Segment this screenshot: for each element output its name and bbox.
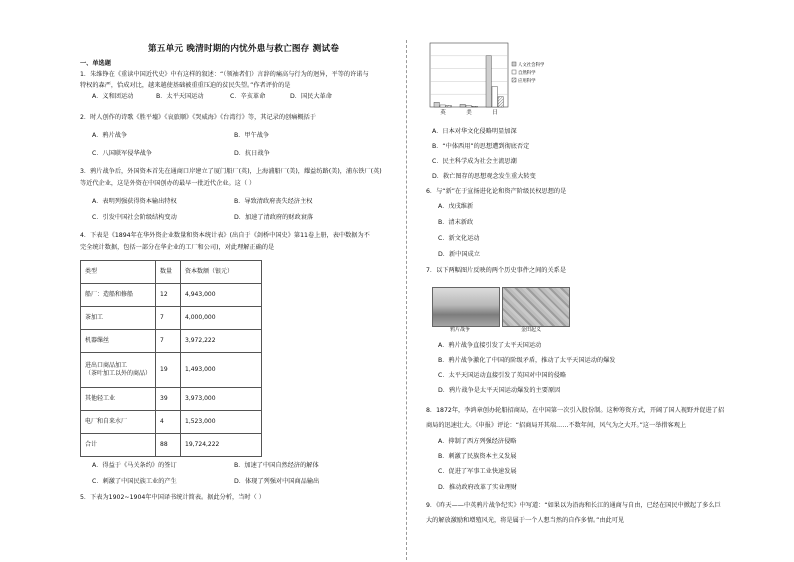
chart-bar [492,87,497,107]
header-capital: 资本数额（银元） [181,261,262,284]
chart-bar [486,56,491,107]
table-row [81,411,262,434]
q5-option-a: A．日本对华文化侵略明显加深 [432,128,517,135]
chart-bar [460,104,465,107]
jintian-uprising-picture [502,287,570,327]
q8-line2: 商局的迅速壮大。《申报》评论：“招商局开其端……不数年间，风气为之大开。”这一举措客观上 [426,422,687,429]
cell-capital: 19,724,222 [181,434,262,457]
q9-line2: 大的解放激励和增殖风光，将是属于一个人想当然的自作多情。”由此可见 [426,517,625,524]
caption-jintian-uprising: 金田起义 [521,327,542,333]
cell-capital: 4,943,000 [181,284,262,307]
cell-count: 7 [156,307,181,330]
cell-count: 7 [156,330,181,353]
table-header-row [81,261,262,284]
q6-option-b: B．清末新政 [438,219,474,226]
q1-option-d: D．国民大革命 [290,93,332,100]
chart-bar [498,97,503,107]
x-tick-label: 美 [466,110,472,116]
q7-option-a: A．鸦片战争直接引发了太平天国运动 [438,342,542,349]
table-row [81,388,262,411]
q4-option-d: D．体现了列强对中国商品输出 [234,478,320,485]
q8-option-c: C．促进了军事工业快速发展 [438,468,517,475]
q7-option-b: B．鸦片战争激化了中国的阶级矛盾，推动了太平天国运动的爆发 [438,357,616,364]
cell-type: 其他轻工业 [81,388,156,411]
q3-line1: 3．鸦片战争后，外国资本首先在通商口岸建立了厦门船厂(英)，上海浦船厂(美)，耀益纺路(美)，浦东铁厂(英) [80,168,382,175]
caption-opium-war: 鸦片战争 [450,327,471,333]
q2-option-c: C．八国联军侵华战争 [92,150,153,157]
q1-option-b: B．太平天国运动 [156,93,204,100]
q5-option-b: B．“中体西用”的思想遭到彻底否定 [432,143,530,150]
chart-bar [466,105,471,107]
q9-line1: 9．《昨天——中英鸦片战争纪实》中写道：“如果以为沿海和长江的通商与自由，已经在国民中掀起了多么巨 [426,502,721,509]
q3-option-c: C．引发中国社会阶级结构变动 [92,214,177,221]
chart-bar [440,105,445,107]
cell-type: 船厂：造船和修船 [81,284,156,307]
q6-option-c: C．新文化运动 [438,235,480,242]
cell-count: 39 [156,388,181,411]
cell-capital: 3,973,000 [181,388,262,411]
table-row [81,307,262,330]
q7-option-d: D．鸦片战争是太平天国运动爆发的主要原因 [438,387,561,394]
legend-swatch [512,70,516,74]
cell-type-line1: 进出口商品加工 [85,362,128,369]
cell-count: 12 [156,284,181,307]
header-count: 数量 [156,261,181,284]
cell-type [81,353,156,388]
legend-swatch [512,78,516,82]
q3-option-d: D．加速了清政府的财政衰落 [234,214,314,221]
legend-label: 人文社会科学 [518,63,544,68]
q6-line1: 6．与“新”在于宣扬进化论和资产阶级民权思想的是 [426,188,567,195]
q2-line1: 2．时人创作的诗歌《胜平墟》《哀旅顺》《哭威海》《台湾行》等，其记录的创痛概括于 [80,114,316,121]
cell-capital: 3,972,222 [181,330,262,353]
q4-line1: 4．下表是《1894年在华外资企业数量和资本统计表》(出自于《剑桥中国史》第11卷上册，表中数据为不 [80,232,370,239]
q1-line1: 1．朱维铮在《重读中国近代史》中有这样的叙述：“（领袖者们）言辞的痛高与行为的迥异，平等的许诺与 [80,71,369,78]
q8-option-a: A．抑制了西方列强经济侵略 [438,438,517,445]
q1-option-a: A．义和团运动 [92,93,134,100]
q5-line1: 5．下表为1902~1904年中国译书统计简表。据此分析，当时（ ） [80,494,265,501]
cell-type: 电厂和自来水厂 [81,411,156,434]
legend-label: 应用科学 [518,79,536,84]
table-row [81,434,262,457]
q4-line2: 完全统计数据，包括一部分在华企业的工厂和公司)，对此理解正确的是 [80,244,275,251]
x-tick-label: 日 [492,110,498,116]
q1-option-c: C．辛亥革命 [230,93,266,100]
q4-option-b: B．加速了中国自然经济的解体 [234,462,319,469]
opium-war-picture [432,287,500,327]
q6-option-d: D．新中国成立 [438,251,480,258]
q7-line1: 7．以下两幅图片反映的两个历史事件之间的关系是 [426,267,567,274]
page-title: 第五单元 晚清时期的内忧外患与救亡图存 测试卷 [148,44,340,54]
q2-option-a: A．鸦片战争 [92,132,128,139]
cell-capital: 1,523,000 [181,411,262,434]
chart-bar [446,105,451,107]
q5-option-d: D．救亡图存的思想观念发生重大转变 [432,173,536,180]
q5-option-c: C．民主科学成为社会主流思潮 [432,158,517,165]
cell-count: 88 [156,434,181,457]
legend-swatch [512,62,516,66]
q7-option-c: C．太平天国运动直接引发了英国对中国的侵略 [438,372,567,379]
cell-capital: 1,493,000 [181,353,262,388]
q8-option-d: D．推动政府改革了实业理财 [438,484,518,491]
section-label: 一、单选题 [80,60,111,67]
foreign-enterprise-table [80,260,262,457]
cell-count: 19 [156,353,181,388]
table-row [81,353,262,388]
q4-option-a: A．得益于《马关条约》的签订 [92,462,177,469]
column-divider [406,40,407,560]
q3-option-a: A．表明列强获得资本输出特权 [92,198,177,205]
q2-option-b: B．甲午战争 [234,132,270,139]
table-row [81,284,262,307]
q3-line2: 等近代企业，这是外资在中国创办的最早一批近代企业。这（ ） [80,180,256,187]
q3-option-b: B．导致清政府丧失经济主权 [234,198,313,205]
legend-label: 自然科学 [518,71,536,76]
cell-type-line2: （茶叶加工以外的商品） [85,370,152,377]
q6-option-a: A．戊戌维新 [438,203,474,210]
cell-type: 机器缫丝 [81,330,156,353]
q2-option-d: D．抗日战争 [234,150,270,157]
x-tick-label: 英 [440,110,446,116]
cell-capital: 4,000,000 [181,307,262,330]
table-row [81,330,262,353]
cell-type: 合计 [81,434,156,457]
translation-bar-chart [426,40,544,122]
chart-bar [472,106,477,107]
q1-line2: 特权的森严，恰成对比，越来越使基础被重重压迫的贫民失望。”作者评价的是 [80,82,291,89]
q8-option-b: B．刺激了民族资本主义发展 [438,453,517,460]
header-type: 类型 [81,261,156,284]
chart-bar [434,102,439,107]
cell-type: 茶加工 [81,307,156,330]
q8-line1: 8．1872年，李鸿章创办轮船招商局，在中国第一次引入股份制。这种筹资方式，开阔了国人视野并促进了招 [426,407,725,414]
q4-option-c: C．刺激了中国民族工业的产生 [92,478,177,485]
cell-count: 4 [156,411,181,434]
